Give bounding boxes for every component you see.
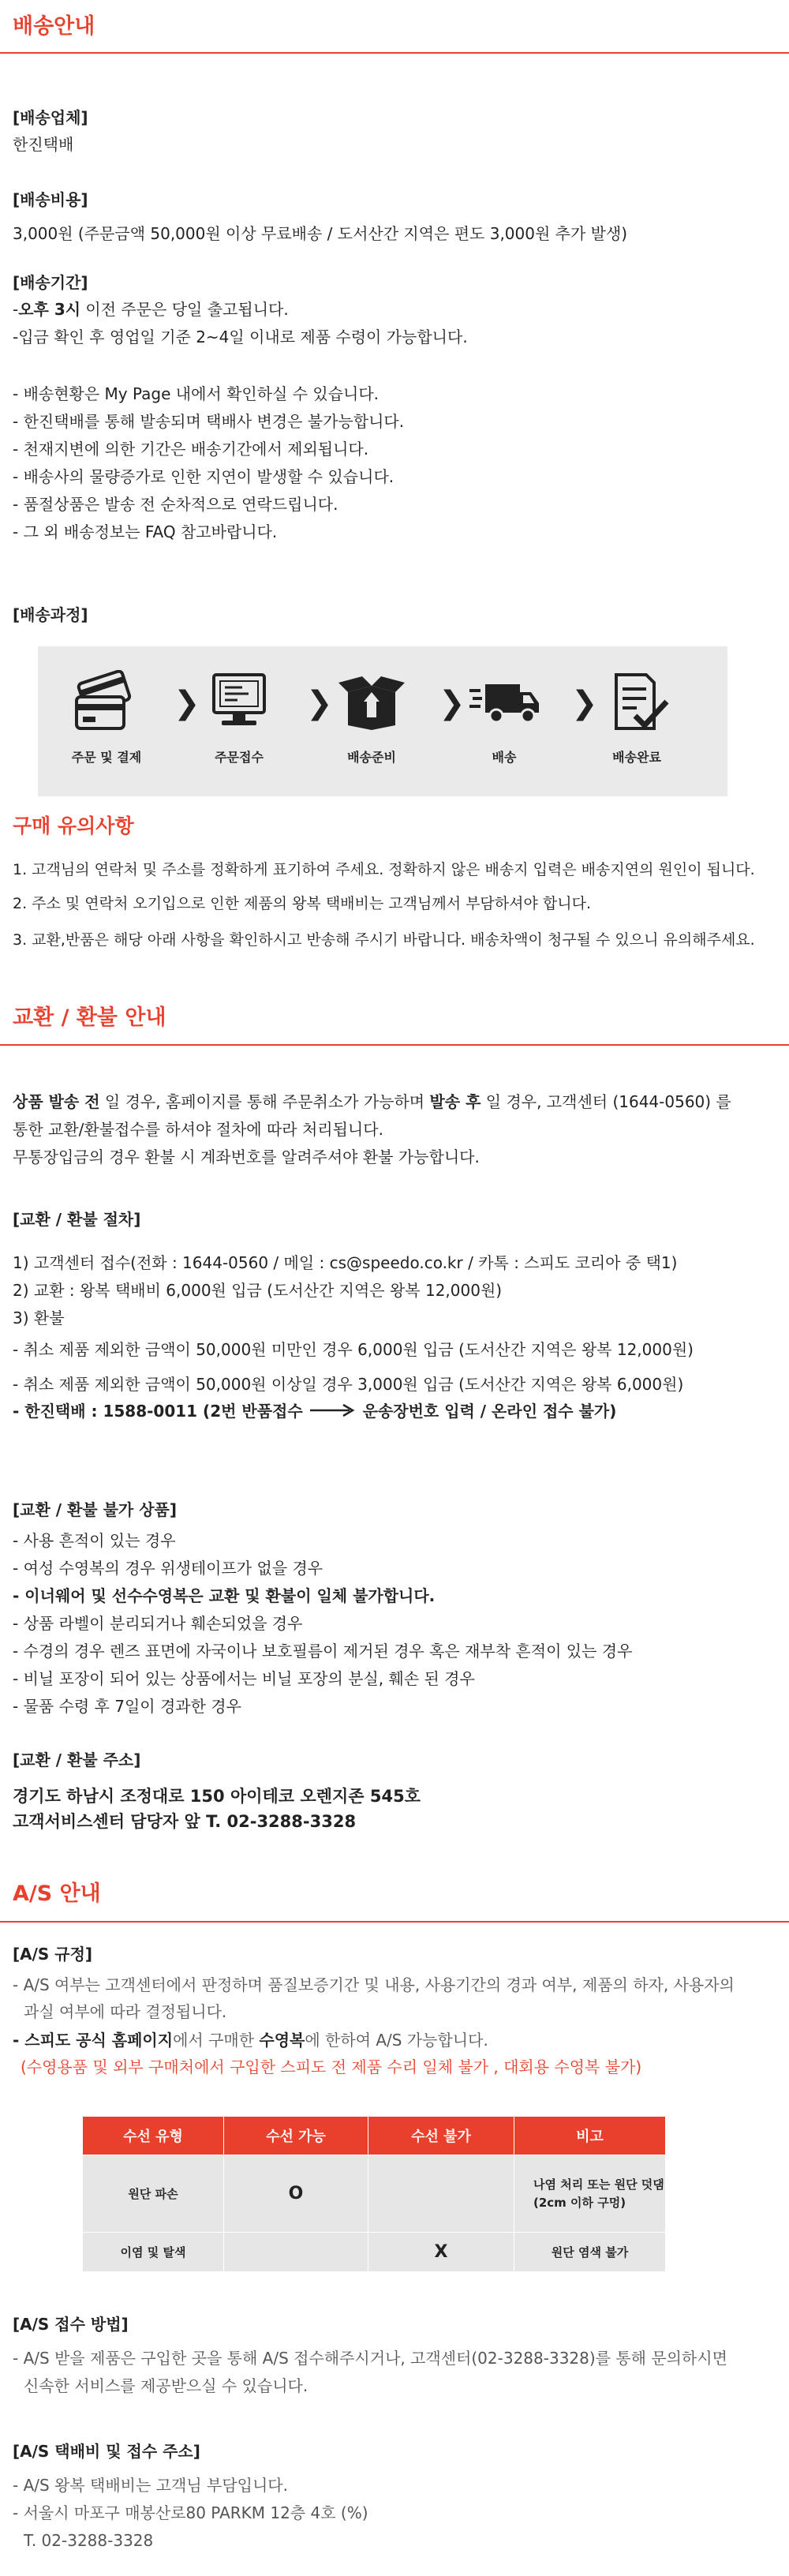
hanjin-return-info: [13, 1401, 616, 1423]
before-shipping: 상품 발송 전: [13, 1092, 100, 1111]
shipping-company-heading: [배송업체]: [13, 108, 88, 127]
credit-card-icon: [55, 670, 158, 733]
as-method-line: - A/S 받을 제품은 구입한 곳을 통해 A/S 접수해주시거나, 고객센터(02-3288-3328)를 통해 문의하시면: [13, 2349, 727, 2368]
dash: -: [13, 300, 19, 319]
table-cell: [224, 2233, 368, 2272]
shipping-period-heading: [배송기간]: [13, 273, 88, 292]
no-exchange-item: - 사용 흔적이 있는 경우: [13, 1531, 176, 1550]
exchange-intro-line-1: [13, 1091, 731, 1112]
rule-text: 에서 구매한: [173, 2031, 260, 2050]
chevron-right-icon: ❯: [306, 685, 333, 721]
procedure-item: 1) 고객센터 접수(전화 : 1644-0560 / 메일 : cs@speedo.co.kr / 카톡 : 스피도 코리아 중 택1): [13, 1253, 678, 1272]
shipping-company: 한진택배: [13, 135, 74, 154]
as-fee-line: - 서울시 마포구 매봉산로80 PARKM 12층 4호 (%): [13, 2503, 368, 2522]
hanjin-text: 운송장번호 입력 / 온라인 접수 불가): [362, 1402, 617, 1421]
as-fee-line: - A/S 왕복 택배비는 고객님 부담입니다.: [13, 2476, 288, 2495]
after-shipping: 발송 후: [429, 1092, 481, 1111]
shipping-period-line-2: -입금 확인 후 영업일 기준 2~4일 이내로 제품 수령이 가능합니다.: [13, 328, 468, 346]
exchange-intro-line-3: 무통장입금의 경우 환불 시 계좌번호를 알려주셔야 환불 가능합니다.: [13, 1148, 480, 1166]
no-exchange-item: - 여성 수영복의 경우 위생테이프가 없을 경우: [13, 1559, 323, 1578]
no-exchange-heading: [교환 / 환불 불가 상품]: [13, 1500, 177, 1519]
exchange-address-heading: [교환 / 환불 주소]: [13, 1750, 141, 1769]
shipping-note: - 품절상품은 발송 전 순차적으로 연락드립니다.: [13, 495, 338, 514]
chevron-right-icon: ❯: [174, 685, 200, 721]
rule-text: 에 한하여 A/S 가능합니다.: [305, 2031, 488, 2050]
step-label: 주문접수: [215, 750, 264, 765]
table-cell: 나염 처리 또는 원단 덧댐 (2cm 이하 구멍): [514, 2155, 666, 2233]
cutoff-time: 오후 3시: [18, 300, 81, 319]
period-text: 이전 주문은 당일 출고됩니다.: [80, 300, 289, 319]
as-fee-phone: T. 02-3288-3328: [24, 2531, 154, 2550]
exchange-intro-line-2: 통한 교환/환불접수를 하셔야 절차에 따라 처리됩니다.: [13, 1120, 383, 1139]
step-label: 주문 및 결제: [71, 750, 142, 765]
shipping-cost: 3,000원 (주문금액 50,000원 이상 무료배송 / 도서산간 지역은 편도 3,000원 추가 발생): [13, 224, 628, 243]
table-header: 수선 불가: [368, 2117, 514, 2155]
exchange-procedure-heading: [교환 / 환불 절차]: [13, 1210, 141, 1229]
procedure-item: 3) 환불: [13, 1309, 65, 1327]
step-order-received: [188, 670, 290, 766]
arrow-right-icon: [308, 1402, 357, 1423]
chevron-right-icon: ❯: [439, 685, 466, 721]
as-method-heading: [A/S 접수 방법]: [13, 2315, 129, 2334]
step-label: 배송완료: [612, 750, 661, 765]
as-rule-line: 과실 여부에 따라 결정됩니다.: [24, 2002, 227, 2021]
as-repair-table: [82, 2116, 666, 2272]
table-header-row: [83, 2117, 666, 2155]
shipping-process-steps: [38, 646, 727, 796]
shipping-note: - 배송현황은 My Page 내에서 확인하실 수 있습니다.: [13, 384, 380, 403]
checklist-done-icon: [585, 670, 688, 733]
table-cell: X: [368, 2233, 514, 2272]
table-row: [83, 2233, 666, 2272]
table-row: [83, 2155, 666, 2233]
procedure-item: - 취소 제품 제외한 금액이 50,000원 이상일 경우 3,000원 입금 (도서산간 지역은 왕복 6,000원): [13, 1375, 684, 1394]
as-rule-heading: [A/S 규정]: [13, 1945, 93, 1964]
as-rule-line: - A/S 여부는 고객센터에서 판정하며 품질보증기간 및 내용, 사용기간의 경과 여부, 제품의 하자, 사용자의: [13, 1975, 735, 1994]
procedure-item: 2) 교환 : 왕복 택배비 6,000원 입금 (도서산간 지역은 왕복 12,000원): [13, 1281, 503, 1300]
step-label: 배송준비: [347, 750, 396, 765]
step-label: 배송: [492, 750, 517, 765]
step-order-payment: [55, 670, 158, 766]
official-homepage: - 스피도 공식 홈페이지: [13, 2031, 174, 2050]
table-cell: O: [224, 2155, 368, 2233]
caution-title: 구매 유의사항: [13, 814, 134, 837]
table-cell: 이염 및 탈색: [83, 2233, 224, 2272]
as-rule-warning: (수영용품 및 외부 구매처에서 구입한 스피도 전 제품 수리 일체 불가 , 대회용 수영복 불가): [21, 2057, 642, 2076]
title-divider: [0, 1921, 789, 1923]
title-divider: [0, 52, 789, 54]
table-cell: 원단 염색 불가: [514, 2233, 666, 2272]
shipping-note: - 그 외 배송정보는 FAQ 참고바랍니다.: [13, 522, 278, 541]
table-header: 비고: [514, 2117, 666, 2155]
procedure-item: - 취소 제품 제외한 금액이 50,000원 미만인 경우 6,000원 입금 (도서산간 지역은 왕복 12,000원): [13, 1340, 694, 1359]
caution-item: 1. 고객님의 연락처 및 주소를 정확하게 표기하여 주세요. 정확하지 않은 배송지 입력은 배송지연의 원인이 됩니다.: [13, 861, 755, 878]
table-cell: 원단 파손: [83, 2155, 224, 2233]
hanjin-text: - 한진택배 : 1588-0011 (2번 반품접수: [13, 1402, 303, 1421]
shipping-cost-heading: [배송비용]: [13, 190, 88, 209]
no-exchange-item: - 이너웨어 및 선수수영복은 교환 및 환불이 일체 불가합니다.: [13, 1586, 436, 1605]
title-divider: [0, 1044, 789, 1046]
as-fee-heading: [A/S 택배비 및 접수 주소]: [13, 2442, 200, 2461]
table-header: 수선 가능: [224, 2117, 368, 2155]
package-box-icon: [320, 670, 423, 733]
delivery-truck-icon: [453, 670, 555, 733]
shipping-period-line-1: [13, 299, 289, 320]
table-header: 수선 유형: [83, 2117, 224, 2155]
caution-item: 2. 주소 및 연락처 오기입으로 인한 제품의 왕복 택배비는 고객님께서 부담하셔야 합니다.: [13, 895, 591, 912]
shipping-note: - 배송사의 물량증가로 인한 지연이 발생할 수 있습니다.: [13, 467, 394, 486]
no-exchange-item: - 수경의 경우 렌즈 표면에 자국이나 보호필름이 제거된 경우 혹은 재부착 흔적이 있는 경우: [13, 1642, 633, 1661]
no-exchange-item: - 물품 수령 후 7일이 경과한 경우: [13, 1697, 241, 1716]
swimsuit: 수영복: [259, 2031, 305, 2050]
no-exchange-item: - 비닐 포장이 되어 있는 상품에서는 비닐 포장의 분실, 훼손 된 경우: [13, 1669, 475, 1688]
shipping-note: - 천재지변에 의한 기간은 배송기간에서 제외됩니다.: [13, 440, 369, 459]
computer-order-icon: [188, 670, 290, 733]
exchange-contact: 고객서비스센터 담당자 앞 T. 02-3288-3328: [13, 1812, 357, 1831]
shipping-title: 배송안내: [13, 14, 95, 39]
caution-item: 3. 교환,반품은 해당 아래 사항을 확인하시고 반송해 주시기 바랍니다. 배송차액이 청구될 수 있으니 유의해주세요.: [13, 931, 755, 949]
chevron-right-icon: ❯: [571, 685, 598, 721]
no-exchange-item: - 상품 라벨이 분리되거나 훼손되었을 경우: [13, 1614, 303, 1633]
as-rule-line: [13, 2030, 488, 2050]
exchange-address: 경기도 하남시 조정대로 150 아이테코 오렌지존 545호: [13, 1787, 421, 1806]
step-preparing: [320, 670, 423, 766]
as-method-line: 신속한 서비스를 제공받으실 수 있습니다.: [24, 2376, 308, 2395]
table-cell: [368, 2155, 514, 2233]
shipping-note: - 한진택배를 통해 발송되며 택배사 변경은 불가능합니다.: [13, 412, 405, 431]
intro-text: 일 경우, 홈페이지를 통해 주문취소가 가능하며: [99, 1092, 430, 1111]
shipping-process-heading: [배송과정]: [13, 605, 88, 624]
exchange-title: 교환 / 환불 안내: [13, 1005, 166, 1030]
step-delivered: [585, 670, 688, 766]
as-title: A/S 안내: [13, 1881, 101, 1906]
intro-text: 일 경우, 고객센터 (1644-0560) 를: [481, 1092, 731, 1111]
step-delivery: [453, 670, 555, 766]
